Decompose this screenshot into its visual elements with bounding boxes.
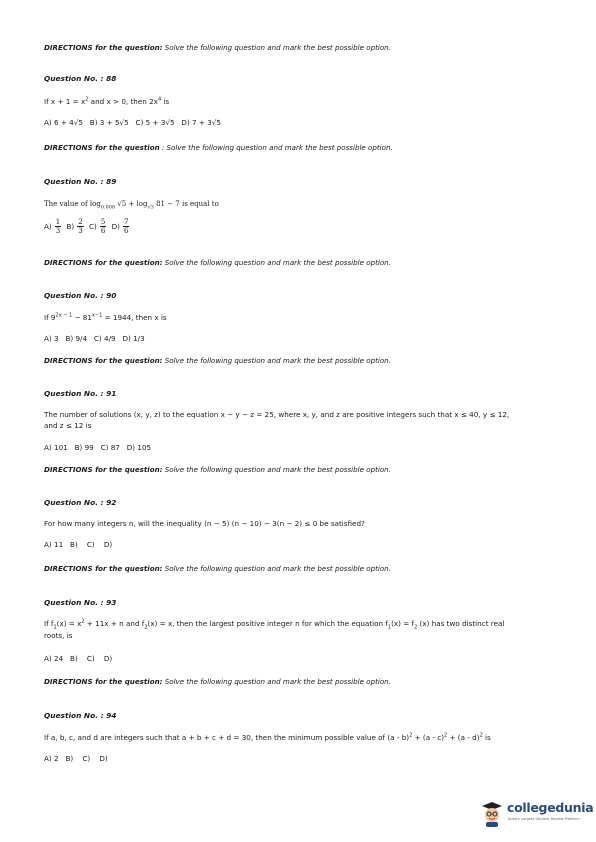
option-b[interactable]: B) 3 + 5√5 bbox=[89, 118, 129, 127]
option-b[interactable]: B) bbox=[70, 654, 78, 663]
option-b[interactable]: B) 99 bbox=[74, 443, 94, 452]
option-d[interactable]: D) 1/3 bbox=[122, 334, 145, 343]
question-header: Question No. : 91 bbox=[44, 389, 117, 398]
directions-text: Solve the following question and mark the best possible option. bbox=[164, 356, 391, 365]
option-b[interactable]: B) bbox=[65, 754, 74, 763]
directions-line bbox=[44, 143, 393, 152]
directions-text: Solve the following question and mark the best possible option. bbox=[164, 677, 391, 686]
option-c[interactable]: C) bbox=[82, 754, 91, 763]
option-a[interactable]: A) 11 bbox=[44, 540, 64, 549]
question-header: Question No. : 94 bbox=[44, 711, 117, 720]
directions-label: DIRECTIONS for the question bbox=[44, 143, 160, 152]
option-c[interactable]: C) bbox=[86, 654, 95, 663]
directions-label: DIRECTIONS for the question: bbox=[44, 465, 163, 474]
question-header: Question No. : 88 bbox=[44, 74, 117, 83]
options-row bbox=[44, 754, 108, 763]
question-text: If $x + 1 = x^2$ and x > 0, then $2x^4$ is bbox=[44, 96, 170, 106]
logo-tagline: India's Largest Student Review Platform bbox=[508, 817, 580, 821]
option-a[interactable]: A) 3 bbox=[44, 334, 59, 343]
option-d[interactable]: D) 7 + 3√5 bbox=[181, 118, 221, 127]
directions-text: Solve the following question and mark the best possible option. bbox=[164, 564, 391, 573]
option-a[interactable]: A) 6 + 4√5 bbox=[44, 118, 83, 127]
option-d[interactable]: D) bbox=[103, 654, 113, 663]
question-text: The value of $\log_{0.008} √5 + \log_{√3} 81 - 7$ is equal to bbox=[44, 200, 219, 211]
question-text: The number of solutions (x, y, z) to the equation x − y − z = 25, where x, y, and z are positive integers such that x ≤ 40, y ≤ 12, bbox=[44, 410, 510, 419]
directions-line bbox=[44, 356, 391, 365]
option-c[interactable]: C) 5 + 3√5 bbox=[135, 118, 175, 127]
option-b[interactable]: B) bbox=[70, 540, 78, 549]
option-d[interactable]: D) bbox=[99, 754, 108, 763]
directions-text: Solve the following question and mark the best possible option. bbox=[164, 43, 391, 52]
directions-line bbox=[44, 258, 391, 267]
option-b[interactable]: B) $\frac{2}{3}$ bbox=[66, 218, 83, 235]
option-a[interactable]: A) 24 bbox=[44, 654, 64, 663]
options-row bbox=[44, 218, 132, 235]
directions-label: DIRECTIONS for the question: bbox=[44, 677, 163, 686]
directions-line bbox=[44, 465, 391, 474]
collegedunia-logo bbox=[480, 797, 592, 831]
graduate-mascot-icon bbox=[480, 799, 504, 827]
question-text-cont: roots, is bbox=[44, 631, 73, 640]
directions-label: DIRECTIONS for the question: bbox=[44, 564, 163, 573]
question-text: If $f_1(x) = x^2 + 11x + n$ and $f_2(x) = x$, then the largest positive integer n for which the equation $f_1(x) = f_2$ (x) has two distinct real bbox=[44, 618, 505, 631]
question-header: Question No. : 89 bbox=[44, 177, 117, 186]
logo-wordmark: collegedunia bbox=[507, 800, 594, 815]
directions-line bbox=[44, 43, 391, 52]
option-c[interactable]: C) 4/9 bbox=[93, 334, 116, 343]
question-text-cont: and z ≤ 12 is bbox=[44, 421, 92, 430]
directions-label: DIRECTIONS for the question: bbox=[44, 258, 163, 267]
directions-line bbox=[44, 677, 391, 686]
question-text: If a, b, c, and d are integers such that a + b + c + d = 30, then the minimum possible value of (a - b)$^2$ + (a - c)$^2$ + (a - d)$^2$ is bbox=[44, 732, 491, 742]
option-b[interactable]: B) 9/4 bbox=[65, 334, 88, 343]
option-c[interactable]: C) 87 bbox=[100, 443, 120, 452]
question-header: Question No. : 92 bbox=[44, 498, 117, 507]
option-a[interactable]: A) 101 bbox=[44, 443, 68, 452]
option-d[interactable]: D) 105 bbox=[126, 443, 152, 452]
directions-text: Solve the following question and mark the best possible option. bbox=[164, 465, 391, 474]
directions-text: : Solve the following question and mark the best possible option. bbox=[161, 143, 393, 152]
directions-label: DIRECTIONS for the question: bbox=[44, 356, 163, 365]
option-c[interactable]: C) bbox=[86, 540, 95, 549]
option-c[interactable]: C) $\frac{5}{6}$ bbox=[89, 218, 106, 235]
option-d[interactable]: D) $\frac{7}{6}$ bbox=[111, 218, 129, 235]
question-header: Question No. : 90 bbox=[44, 291, 117, 300]
options-row bbox=[44, 540, 112, 549]
option-a[interactable]: A) 2 bbox=[44, 754, 59, 763]
option-d[interactable]: D) bbox=[103, 540, 113, 549]
options-row bbox=[44, 443, 151, 452]
options-row bbox=[44, 654, 112, 663]
options-row bbox=[44, 118, 221, 127]
option-a[interactable]: A) $\frac{1}{3}$ bbox=[44, 218, 61, 235]
question-text: If $9^{2x - 1} - 81^{x-1} = 1944$, then x is bbox=[44, 312, 167, 322]
options-row bbox=[44, 334, 145, 343]
question-text: For how many integers n, will the inequality (n − 5) (n − 10) − 3(n − 2) ≤ 0 be satisfied? bbox=[44, 519, 365, 528]
directions-text: Solve the following question and mark the best possible option. bbox=[164, 258, 391, 267]
directions-label: DIRECTIONS for the question: bbox=[44, 43, 163, 52]
question-header: Question No. : 93 bbox=[44, 598, 117, 607]
directions-line bbox=[44, 564, 391, 573]
